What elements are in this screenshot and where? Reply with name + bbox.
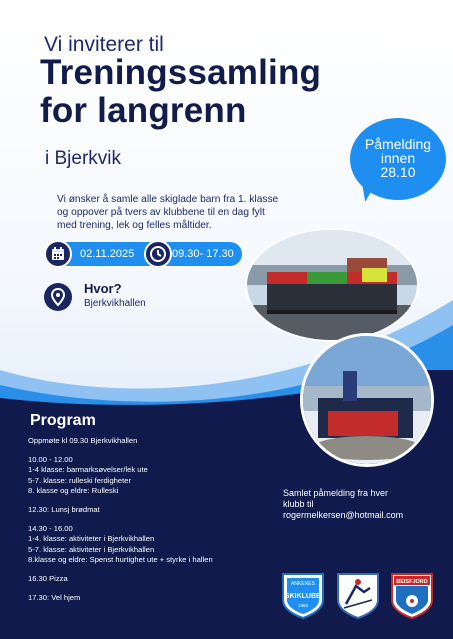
page-title xyxy=(40,54,321,130)
logo1-mid-text: SKIKLUBB xyxy=(284,593,322,600)
calendar-icon xyxy=(44,240,72,268)
program-line: 10.00 - 12.00 xyxy=(28,454,73,464)
clock-icon xyxy=(144,240,172,268)
where-label: Hvor? xyxy=(84,281,122,296)
intro-text xyxy=(57,193,282,232)
badge-line-3: 28.10 xyxy=(380,164,416,180)
program-line: 16.30 Pizza xyxy=(28,573,68,583)
program-line: 12.30: Lunsj brødmat xyxy=(28,504,100,514)
program-line: 8.klasse og eldre: Spenst hurtighet ute + styrke i hallen xyxy=(28,555,213,565)
program-line: 17.30: Vel hjem xyxy=(28,592,81,602)
program-line: 1-4 klasse: barmarksøvelser/lek ute xyxy=(28,465,148,475)
venue-name: Bjerkvikhallen xyxy=(84,298,146,309)
program-line: 5-7. klasse: aktiviteter i Bjerkvikhallen xyxy=(28,544,155,554)
badge-line-2: innen xyxy=(380,150,416,166)
logo1-year: 1983 xyxy=(297,603,309,608)
program-line: 14.30 - 16.00 xyxy=(28,523,73,533)
signup-info xyxy=(283,488,403,521)
signup-line-2: klubb til xyxy=(283,499,314,509)
group-photo-road xyxy=(245,228,419,342)
ankenes-skiklubb-logo xyxy=(279,570,327,620)
program-line: 5-7. klasse: rulleski ferdigheter xyxy=(28,475,131,485)
title-line-1: Treningssamling xyxy=(40,53,322,92)
program-line: Oppmøte kl 09.30 Bjerkvikhallen xyxy=(28,436,138,445)
group-photo-snow xyxy=(300,333,434,467)
signup-email[interactable]: rogermelkersen@hotmail.com xyxy=(283,510,404,520)
event-time: 09.30- 17.30 xyxy=(172,248,234,260)
badge-line-1: Påmelding xyxy=(364,136,432,152)
signup-line-1: Samlet påmelding fra hver xyxy=(283,488,389,498)
beisfjord-logo xyxy=(388,570,436,620)
invite-text: Vi inviterer til xyxy=(44,33,164,56)
program-title: Program xyxy=(30,412,96,429)
intro-line-2: og oppover på tvers av klubbene til en dag fylt xyxy=(57,207,265,218)
program-line: 1-4. klasse: aktiviteter i Bjerkvikhallen xyxy=(28,534,155,544)
event-date: 02.11.2025 xyxy=(80,248,135,260)
logo1-top-text: ANKENES xyxy=(291,581,315,587)
program-schedule xyxy=(28,436,213,603)
location-subtitle: i Bjerkvik xyxy=(45,148,122,169)
program-line: 8. klasse og eldre: Rulleski xyxy=(28,486,119,496)
deadline-badge xyxy=(350,118,446,200)
logo3-text: BEISFJORD xyxy=(396,579,428,585)
club-logo-skier xyxy=(334,570,382,620)
location-pin-icon xyxy=(44,283,72,311)
intro-line-1: Vi ønsker å samle alle skiglade barn fra 1. klasse xyxy=(57,194,279,205)
title-line-2: for langrenn xyxy=(40,91,247,130)
intro-line-3: med trening, lek og felles måltider. xyxy=(57,220,212,231)
